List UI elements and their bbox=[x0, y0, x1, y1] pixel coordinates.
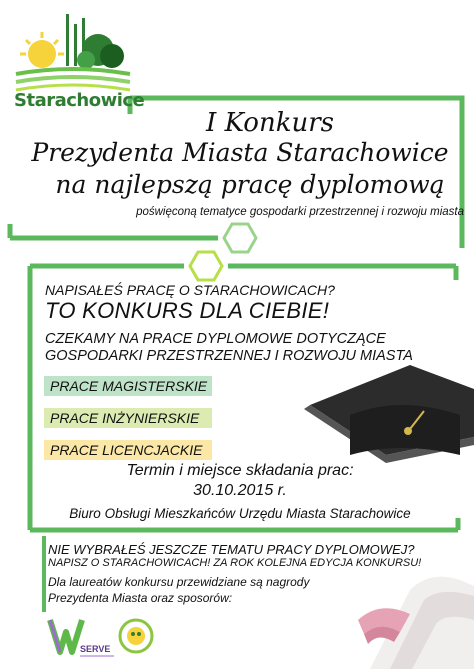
category-badge-bachelors: PRACE LICENCJACKIE bbox=[44, 440, 212, 460]
logo-text: Starachowice bbox=[14, 90, 145, 111]
note-line-3: Dla laureatów konkursu przewidziane są nagrody bbox=[48, 575, 310, 589]
round-sponsor-logo-icon bbox=[118, 618, 154, 654]
invitation-line-2: GOSPODARKI PRZESTRZENNEJ I ROZWOJU MIASTA bbox=[45, 348, 413, 364]
category-badge-masters: PRACE MAGISTERSKIE bbox=[44, 376, 212, 396]
title-line-1: I Konkurs bbox=[206, 108, 334, 138]
subtitle: poświęconą tematyce gospodarki przestrzennej i rozwoju miasta bbox=[136, 206, 464, 218]
diploma-scroll-icon bbox=[350, 560, 474, 669]
note-line-2: NAPISZ O STARACHOWICACH! ZA ROK KOLEJNA EDYCJA KONKURSU! bbox=[48, 557, 422, 569]
invitation-line-1: CZEKAMY NA PRACE DYPLOMOWE DOTYCZĄCE bbox=[45, 331, 386, 347]
serve-sponsor-logo-icon bbox=[46, 612, 116, 664]
title-line-3: na najlepszą pracę dyplomową bbox=[55, 170, 445, 199]
submission-place: Biuro Obsługi Mieszkańców Urzędu Miasta Starachowice bbox=[69, 506, 411, 521]
question-text: NAPISAŁEŚ PRACĘ O STARACHOWICACH? bbox=[45, 282, 335, 298]
deadline-label: Termin i miejsce składania prac: bbox=[126, 462, 354, 479]
title-line-2: Prezydenta Miasta Starachowice bbox=[31, 138, 449, 167]
note-line-4: Prezydenta Miasta oraz sposorów: bbox=[48, 591, 233, 605]
note-line-1: NIE WYBRAŁEŚ JESZCZE TEMATU PRACY DYPLOMOWEJ? bbox=[48, 542, 415, 557]
category-badge-engineering: PRACE INŻYNIERSKIE bbox=[44, 408, 212, 428]
deadline-date: 30.10.2015 r. bbox=[193, 482, 287, 499]
serve-logo-text: SERVE bbox=[80, 644, 111, 654]
headline-text: TO KONKURS DLA CIEBIE! bbox=[45, 298, 330, 323]
